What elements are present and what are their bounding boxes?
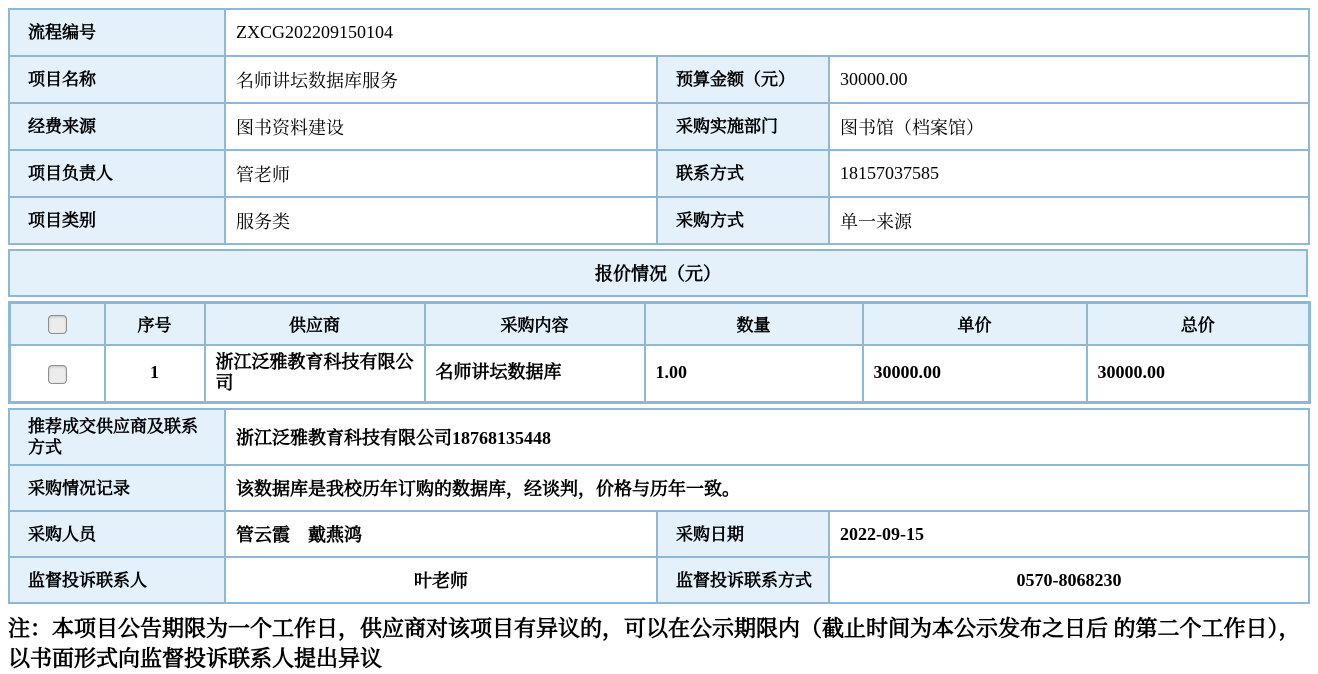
complaint-phone-value: 0570-8068230 <box>829 557 1309 603</box>
table-row <box>9 56 1309 103</box>
procurement-staff-label: 采购人员 <box>9 511 225 557</box>
implementing-department-label: 采购实施部门 <box>657 103 829 150</box>
footer-note: 注：本项目公告期限为一个工作日，供应商对该项目有异议的，可以在公示期限内（截止时间为本公示发布之日后 的第二个工作日），以书面形式向监督投诉联系人提出异议 <box>8 616 1301 671</box>
project-leader-label: 项目负责人 <box>9 150 225 197</box>
project-name-label: 项目名称 <box>9 56 225 103</box>
quote-total-price: 30000.00 <box>1087 345 1310 403</box>
quote-section-title-table <box>8 249 1308 297</box>
contact-value: 18157037585 <box>829 150 1309 197</box>
budget-amount-value: 30000.00 <box>829 56 1309 103</box>
select-row-cell <box>10 345 105 403</box>
budget-amount-label: 预算金额（元） <box>657 56 829 103</box>
col-header-content: 采购内容 <box>425 303 645 345</box>
table-row <box>9 197 1309 244</box>
procurement-record-label: 采购情况记录 <box>9 465 225 511</box>
col-header-no: 序号 <box>105 303 205 345</box>
table-row <box>9 409 1309 466</box>
contact-label: 联系方式 <box>657 150 829 197</box>
col-header-total-price: 总价 <box>1087 303 1310 345</box>
funding-source-value: 图书资料建设 <box>225 103 657 150</box>
procurement-method-label: 采购方式 <box>657 197 829 244</box>
quote-table <box>8 301 1311 404</box>
funding-source-label: 经费来源 <box>9 103 225 150</box>
col-header-qty: 数量 <box>645 303 863 345</box>
complaint-contact-label: 监督投诉联系人 <box>9 557 225 603</box>
project-category-value: 服务类 <box>225 197 657 244</box>
complaint-contact-value: 叶老师 <box>225 557 657 603</box>
select-row-checkbox[interactable] <box>48 365 67 384</box>
table-row <box>9 557 1309 603</box>
procurement-date-label: 采购日期 <box>657 511 829 557</box>
table-row <box>9 465 1309 511</box>
process-number-value: ZXCG202209150104 <box>225 9 1309 56</box>
project-category-label: 项目类别 <box>9 197 225 244</box>
table-row <box>9 103 1309 150</box>
recommended-supplier-label: 推荐成交供应商及联系方式 <box>9 409 225 466</box>
quote-table-header-row <box>10 303 1310 345</box>
table-row <box>9 250 1307 296</box>
select-all-checkbox[interactable] <box>48 315 67 334</box>
quote-section-title: 报价情况（元） <box>9 250 1307 296</box>
table-row <box>9 9 1309 56</box>
project-info-table <box>8 8 1310 245</box>
implementing-department-value: 图书馆（档案馆） <box>829 103 1309 150</box>
quote-supplier: 浙江泛雅教育科技有限公司 <box>205 345 425 403</box>
procurement-staff-value: 管云霞 戴燕鸿 <box>225 511 657 557</box>
quote-qty: 1.00 <box>645 345 863 403</box>
recommended-supplier-value: 浙江泛雅教育科技有限公司18768135448 <box>225 409 1309 466</box>
project-leader-value: 管老师 <box>225 150 657 197</box>
process-number-label: 流程编号 <box>9 9 225 56</box>
procurement-record-value: 该数据库是我校历年订购的数据库，经谈判，价格与历年一致。 <box>225 465 1309 511</box>
quote-no: 1 <box>105 345 205 403</box>
table-row <box>9 511 1309 557</box>
quote-content: 名师讲坛数据库 <box>425 345 645 403</box>
select-all-cell <box>10 303 105 345</box>
quote-table-row <box>10 345 1310 403</box>
col-header-supplier: 供应商 <box>205 303 425 345</box>
quote-unit-price: 30000.00 <box>863 345 1087 403</box>
table-row <box>9 150 1309 197</box>
result-info-table <box>8 408 1310 605</box>
complaint-phone-label: 监督投诉联系方式 <box>657 557 829 603</box>
procurement-method-value: 单一来源 <box>829 197 1309 244</box>
col-header-unit-price: 单价 <box>863 303 1087 345</box>
procurement-date-value: 2022-09-15 <box>829 511 1309 557</box>
project-name-value: 名师讲坛数据库服务 <box>225 56 657 103</box>
